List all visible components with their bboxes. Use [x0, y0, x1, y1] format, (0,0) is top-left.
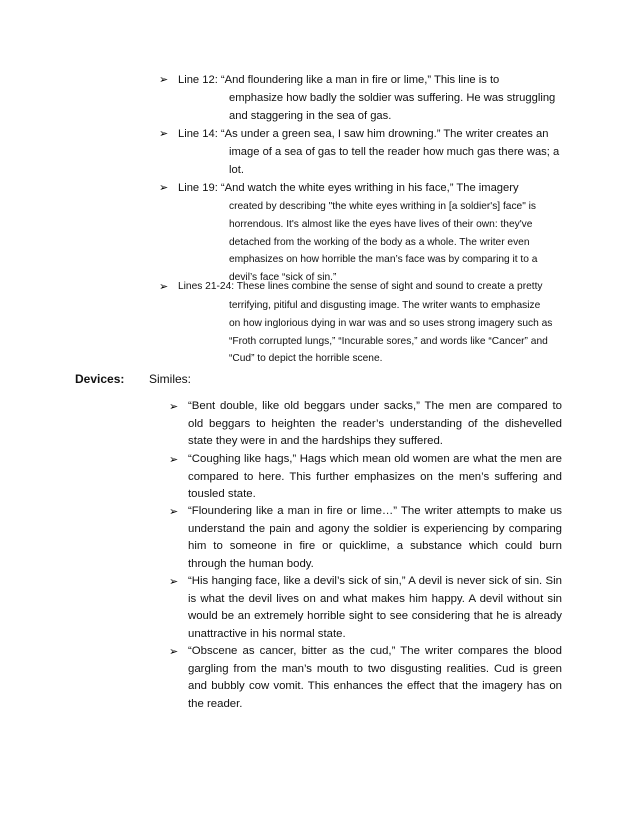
bullet-body-text: terrifying, pitiful and disgusting image. The writer wants to emphasize on how inglorious dying in war was and so uses strong imagery such as “Froth corrupted lungs,” “Incurable sores,” and words like “Cancer” and “Cud” to depict the horrible scene. [229, 300, 553, 365]
arrow-bullet-icon: ➢ [169, 506, 179, 518]
bullet-body-text: image of a sea of gas to tell the reader how much gas there was; a lot. [229, 146, 560, 176]
arrow-bullet-icon: ➢ [169, 401, 179, 413]
simile-item: “Coughing like hags,” Hags which mean old women are what the men are compared to here. This further emphasizes on the men’s suffering and tousled state. [188, 453, 562, 501]
simile-item: “His hanging face, like a devil’s sick of sin,” A devil is never sick of sin. Sin is what the devil lives on and what makes him happy. A devil without sin would be an extremely horrible sight to see considering that he is already unattractive in his normal state. [188, 575, 562, 640]
bullet-lead-text: Line 19: “And watch the white eyes writhing in his face,” The imagery [178, 182, 519, 194]
simile-item: “Bent double, like old beggars under sacks,” The men are compared to old beggars to heighten the reader’s understanding of the dishevelled state they were in and the hardships they suffered. [188, 400, 562, 448]
arrow-bullet-icon: ➢ [159, 128, 169, 140]
bullet-lead-text: Lines 21-24: These lines combine the sense of sight and sound to create a pretty [178, 281, 543, 292]
bullet-body-text: emphasize how badly the soldier was suffering. He was struggling and staggering in the sea of gas. [229, 92, 556, 122]
arrow-bullet-icon: ➢ [159, 74, 169, 86]
arrow-bullet-icon: ➢ [159, 281, 169, 293]
arrow-bullet-icon: ➢ [169, 576, 179, 588]
bullet-lead-text: Line 12: “And floundering like a man in fire or lime,” This line is to [178, 74, 500, 86]
bullet-lead-text: Line 14: “As under a green sea, I saw him drowning.” The writer creates an [178, 128, 549, 140]
simile-item: “Floundering like a man in fire or lime…” The writer attempts to make us understand the pain and agony the soldier is experiencing by comparing him to someone in fire or quicklime, a substance which could burn through the human body. [188, 505, 562, 570]
similes-title: Similes: [149, 372, 192, 386]
arrow-bullet-icon: ➢ [169, 454, 179, 466]
bullet-body-text: created by describing "the white eyes writhing in [a soldier's] face" is horrendous. It's almost like the eyes have lives of their own: they've detached from the working of the body as a whole. The writer even emphasizes on how horrible the man’s face was by comparing it to a devil’s face “sick of sin.” [229, 201, 538, 284]
arrow-bullet-icon: ➢ [159, 182, 169, 194]
devices-label: Devices: [75, 372, 125, 386]
simile-item: “Obscene as cancer, bitter as the cud,” The writer compares the blood gargling from the man’s mouth to two disgusting realities. Cud is green and bubbly cow vomit. This enhances the effect that the imagery has on the reader. [188, 645, 562, 710]
arrow-bullet-icon: ➢ [169, 646, 179, 658]
